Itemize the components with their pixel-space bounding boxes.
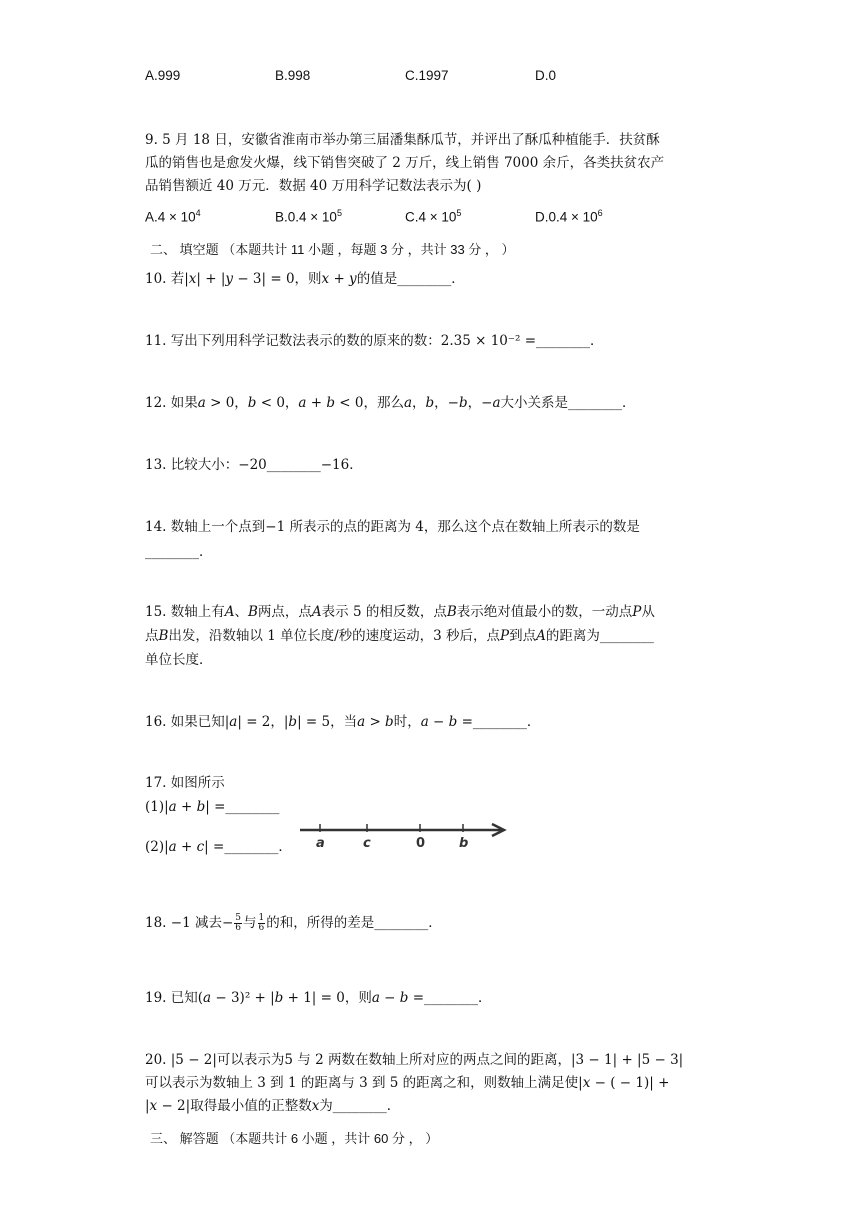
q10: 10. 若|𝑥| + |𝑦 − 3| = 0，则𝑥 + 𝑦的值是________． [145, 271, 465, 287]
q18-fraction-2: $\frac{1}{6}$ [258, 913, 265, 933]
section-2-heading: 二、 填空题 （本题共计 11 小题 ，每题 3 分 ，共计 33 分 ， ） [150, 242, 515, 257]
q18 [145, 913, 442, 933]
q9-line1: 9. 5 月 18 日，安徽省淮南市举办第三届潘集酥瓜节，并评出了酥瓜种植能手．扶贫酥 [145, 132, 660, 148]
q17-part2: (2)|𝑎 + 𝑐| =________． [145, 839, 292, 855]
axis-label-c: c [363, 836, 371, 851]
q15-line3: 单位长度． [145, 652, 213, 668]
axis-label-b: b [459, 836, 469, 851]
q14-line1: 14. 数轴上一个点到−1 所表示的点的距离为 4，那么这个点在数轴上所表示的数是 [145, 519, 640, 535]
q19: 19. 已知(𝑎 − 3)² + |𝑏 + 1| = 0，则𝑎 − 𝑏 =________． [145, 990, 492, 1006]
axis-label-a: a [316, 836, 325, 851]
q12: 12. 如果𝑎 > 0，𝑏 < 0，𝑎 + 𝑏 < 0，那么𝑎，𝑏，−𝑏，−𝑎大小关系是________． [145, 395, 636, 411]
q11: 11. 写出下列用科学记数法表示的数的原来的数：2.35 × 10⁻² =________． [145, 333, 604, 349]
q18-fraction-1: $\frac{5}{6}$ [235, 913, 241, 933]
q8-option-d: D.0 [535, 68, 557, 83]
q18-prefix: 18. −1 减去− [145, 915, 234, 931]
q8-option-c: C.1997 [405, 68, 449, 83]
q15-line1: 15. 数轴上有𝐴、𝐵两点，点𝐴表示 5 的相反数，点𝐵表示绝对值最小的数，一动点𝑃从 [145, 604, 655, 620]
q17-title: 17. 如图所示 [145, 775, 225, 791]
q14-line2: ________． [145, 544, 213, 560]
q9-option-c: $C.4 \times 10^5$ [405, 208, 462, 225]
q9-line2: 瓜的销售也是愈发火爆，线下销售突破了 2 万斤，线上销售 7000 余斤，各类扶贫农产 [145, 155, 665, 171]
q8-option-b: B.998 [275, 68, 311, 83]
q9-option-d: $D.0.4 \times 10^6$ [535, 208, 603, 225]
q18-mid: 与 [243, 915, 257, 931]
q20-line3: |𝑥 − 2|取得最小值的正整数𝑥为________． [145, 1098, 401, 1114]
q9-option-b: $B.0.4 \times 10^5$ [275, 208, 342, 225]
q9-option-a: $A.4 \times 10^4$ [145, 208, 201, 225]
q15-line2: 点𝐵出发，沿数轴以 1 单位长度/秒的速度运动，3 秒后，点𝑃到点𝐴的距离为________ [145, 628, 654, 644]
q20-line1: 20. |5 − 2|可以表示为5 与 2 两数在数轴上所对应的两点之间的距离，|3 − 1| + |5 − 3| [145, 1052, 684, 1068]
q17-part1: (1)|𝑎 + 𝑏| =________ [145, 799, 280, 815]
axis-label-0: 0 [416, 836, 426, 851]
q16: 16. 如果已知|𝑎| = 2，|𝑏| = 5，当𝑎 > 𝑏时，𝑎 − 𝑏 =________． [145, 714, 541, 730]
q18-suffix: 的和，所得的差是________． [266, 915, 442, 931]
q8-option-a: A.999 [145, 68, 181, 83]
q20-line2: 可以表示为数轴上 3 到 1 的距离与 3 到 5 的距离之和，则数轴上满足使|𝑥 − ( − 1)| + [145, 1075, 670, 1091]
number-line-figure [296, 818, 518, 856]
section-3-heading: 三、 解答题 （本题共计 6 小题 ，共计 60 分 ， ） [150, 1131, 439, 1146]
q13: 13. 比较大小：−20________−16． [145, 457, 363, 473]
q9-line3: 品销售额近 40 万元．数据 40 万用科学记数法表示为( ) [145, 178, 482, 194]
